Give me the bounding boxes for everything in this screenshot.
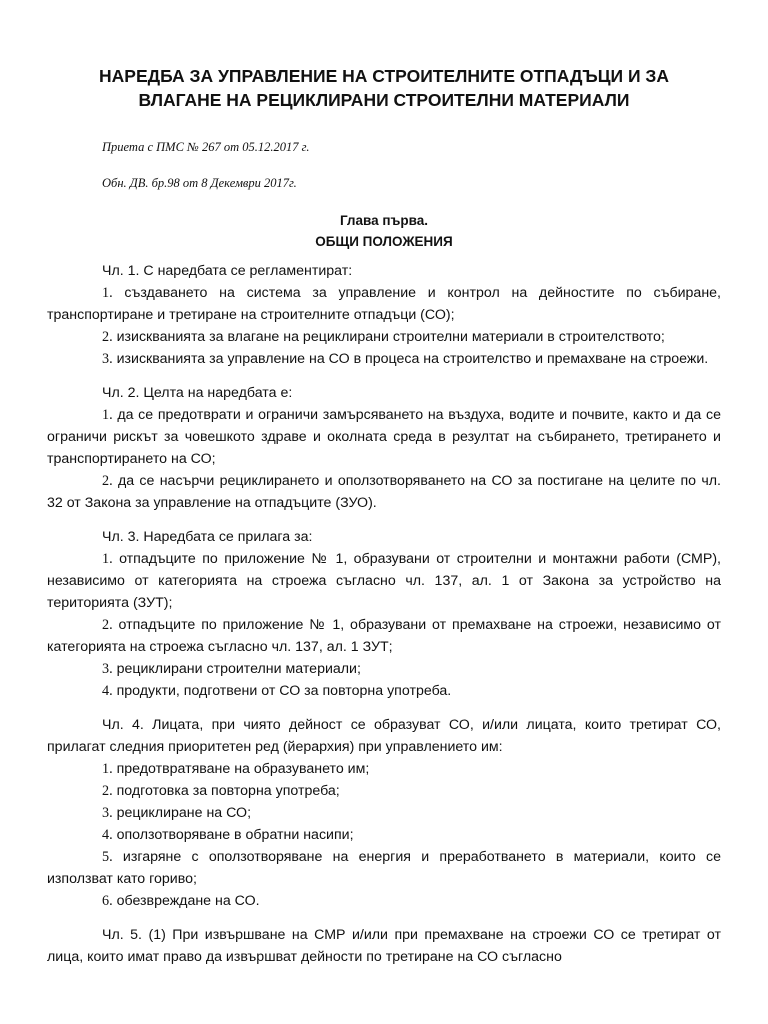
item-number: 4. (102, 683, 113, 699)
item-number: 1. (102, 407, 113, 423)
chapter-name: Глава първа. (339, 213, 429, 228)
item-number: 5. (102, 849, 113, 865)
article-1-item-3 (47, 348, 721, 370)
article-3-item-4 (47, 680, 721, 702)
item-number: 1. (102, 761, 113, 777)
item-text: отпадъците по приложение № 1, образувани от строителни и монтажни работи (СМР), независимо от категорията на строежа съгласно чл. 137, ал. 1 от Закона за устройство на територията (ЗУТ); (47, 551, 721, 611)
article-5-intro: Чл. 5. (1) При извършване на СМР и/или при премахване на строежи СО се третират от лица, които имат право да извършват дейности по третиране на СО съгласно (47, 927, 721, 965)
item-text: изискванията за управление на СО в процеса на строителство и премахване на строежи. (116, 351, 709, 367)
article-2-item-1 (47, 404, 721, 470)
item-number: 4. (102, 827, 113, 843)
adopted-note: Приета с ПМС № 267 от 05.12.2017 г. (102, 140, 310, 154)
item-text: предотвратяване на образуването им; (116, 761, 370, 777)
item-number: 3. (102, 351, 113, 367)
item-text: продукти, подготвени от СО за повторна употреба. (116, 683, 452, 699)
item-text: създаването на система за управление и контрол на дейностите по събиране, транспортиране и третиране на строителните отпадъци (СО); (47, 285, 721, 323)
article-3-item-2 (47, 614, 721, 658)
item-text: обезвреждане на СО. (116, 893, 260, 909)
article-3-intro: Чл. 3. Наредбата се прилага за: (102, 529, 313, 545)
article-4-intro: Чл. 4. Лицата, при чиято дейност се образуват СО, и/или лицата, които третират СО, прилагат следния приоритетен ред (йерархия) при управлението им: (47, 717, 721, 755)
article-1-item-2 (47, 326, 721, 348)
item-number: 1. (102, 285, 113, 301)
article-3-item-1 (47, 548, 721, 614)
item-text: подготовка за повторна употреба; (116, 783, 340, 799)
item-text: изискванията за влагане на рециклирани строителни материали в строителството; (116, 329, 665, 345)
article-2-intro: Чл. 2. Целта на наредбата е: (102, 385, 293, 401)
chapter-title: ОБЩИ ПОЛОЖЕНИЯ (315, 234, 453, 249)
item-text: изгаряне с оползотворяване на енергия и преработването в материали, които се използват като гориво; (47, 849, 721, 887)
item-text: отпадъците по приложение № 1, образувани от премахване на строежи, независимо от категорията на строежа съгласно чл. 137, ал. 1 ЗУТ; (47, 617, 721, 655)
article-1-intro: Чл. 1. С наредбата се регламентират: (102, 263, 353, 279)
item-number: 2. (102, 329, 113, 345)
item-text: оползотворяване в обратни насипи; (116, 827, 354, 843)
article-4-item-5 (47, 846, 721, 890)
item-number: 6. (102, 893, 113, 909)
article-4-item-4 (47, 824, 721, 846)
item-text: да се насърчи рециклирането и оползотворяването на СО за постигане на целите по чл. 32 от Закона за управление на отпадъците (ЗУО). (47, 473, 721, 511)
item-number: 2. (102, 473, 113, 489)
item-number: 2. (102, 783, 113, 799)
item-text: рециклиране на СО; (116, 805, 252, 821)
article-4-item-3 (47, 802, 721, 824)
item-number: 2. (102, 617, 113, 633)
article-4-item-1 (47, 758, 721, 780)
article-3-item-3 (47, 658, 721, 680)
item-number: 1. (102, 551, 113, 567)
published-note: Обн. ДВ. бр.98 от 8 Декември 2017г. (102, 176, 297, 190)
document-title (47, 0, 721, 112)
item-text: рециклирани строителни материали; (116, 661, 361, 677)
item-number: 3. (102, 661, 113, 677)
title-line-1: НАРЕДБА ЗА УПРАВЛЕНИЕ НА СТРОИТЕЛНИТЕ ОТПАДЪЦИ И ЗА (99, 66, 669, 86)
title-line-2: ВЛАГАНЕ НА РЕЦИКЛИРАНИ СТРОИТЕЛНИ МАТЕРИАЛИ (138, 90, 630, 110)
item-number: 3. (102, 805, 113, 821)
article-4-item-2 (47, 780, 721, 802)
item-text: да се предотврати и ограничи замърсяването на въздуха, водите и почвите, както и да се ограничи рискът за човешкото здраве и околната среда в резултат на събирането, третирането и транспортирането на СО; (47, 407, 721, 467)
article-1-item-1 (47, 282, 721, 326)
article-2-item-2 (47, 470, 721, 514)
article-4-item-6 (47, 890, 721, 912)
